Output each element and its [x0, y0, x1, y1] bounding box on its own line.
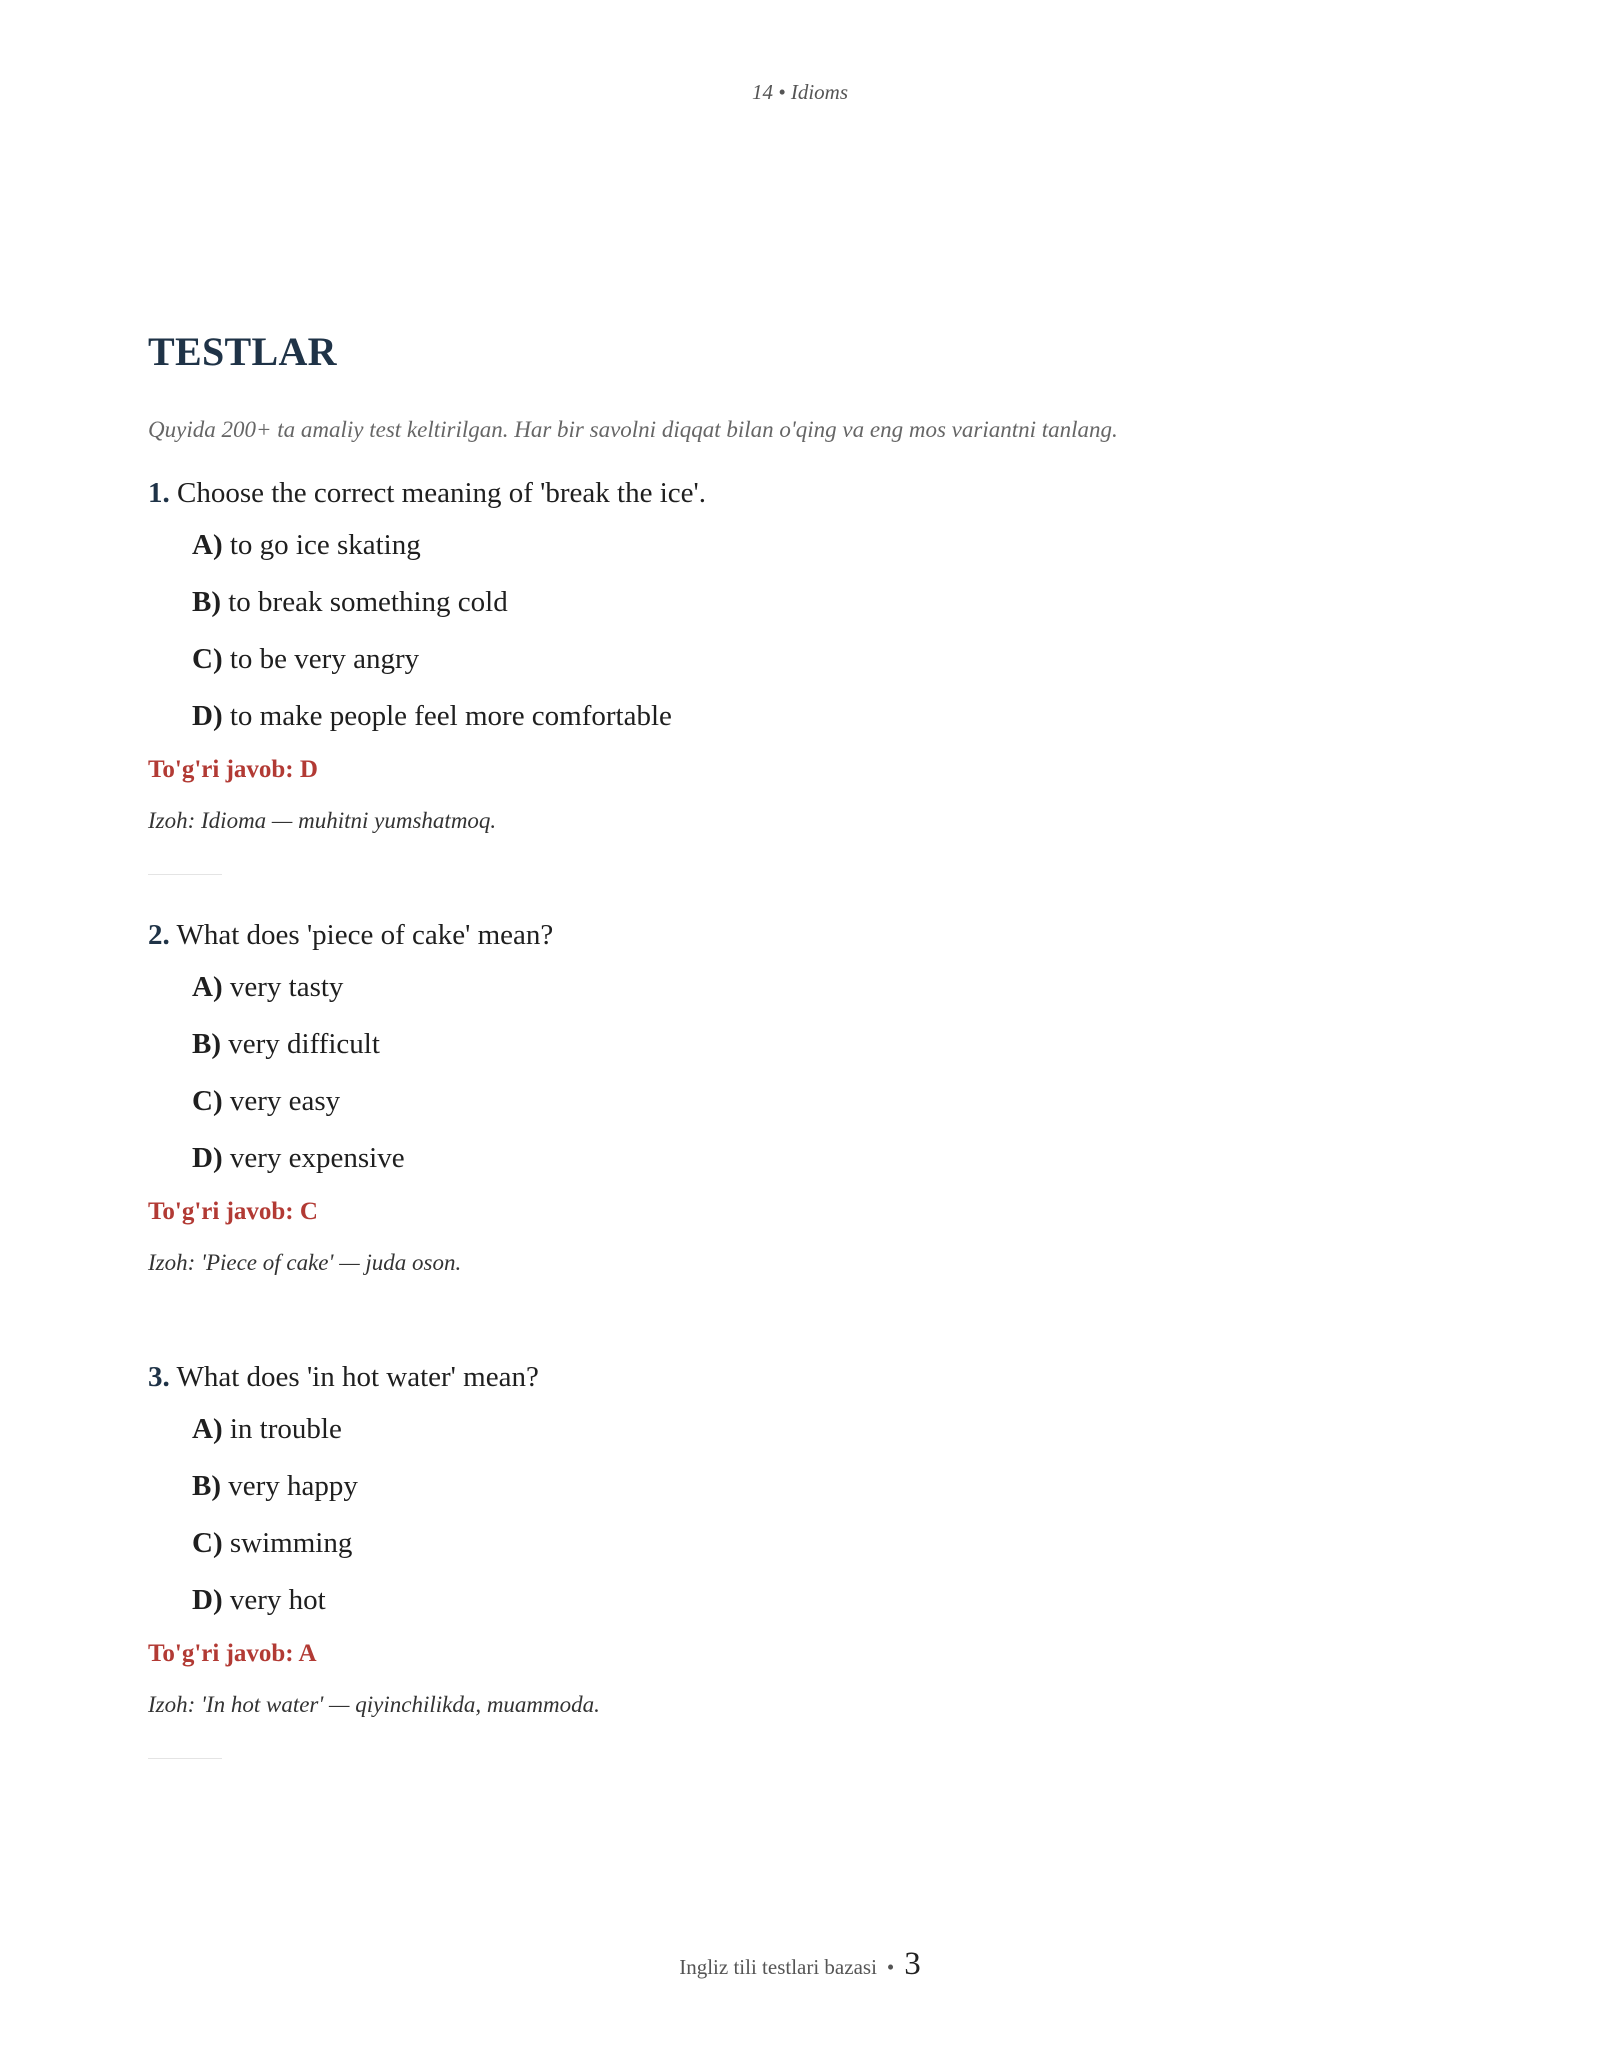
- option-letter: D): [192, 1142, 223, 1174]
- option-c: [192, 642, 1458, 676]
- option-text: very easy: [229, 1085, 341, 1117]
- option-letter: D): [192, 700, 223, 732]
- option-d: [192, 1141, 1458, 1175]
- option-text: to be very angry: [229, 643, 420, 675]
- question-text: [148, 1361, 1458, 1394]
- option-letter: C): [192, 1527, 223, 1559]
- option-a: [192, 970, 1458, 1004]
- option-text: very difficult: [228, 1028, 380, 1060]
- page-number: 3: [904, 1946, 921, 1982]
- section-title: TESTLAR: [148, 329, 337, 374]
- option-c: [192, 1526, 1458, 1560]
- explanation: Izoh: Idioma — muhitni yumshatmoq.: [148, 808, 497, 833]
- option-text: very happy: [228, 1470, 358, 1502]
- option-letter: B): [192, 1028, 221, 1060]
- question-number: 1.: [148, 477, 170, 509]
- option-text: to break something cold: [228, 586, 508, 618]
- option-text: swimming: [229, 1527, 353, 1559]
- option-list: [192, 970, 1458, 1175]
- correct-answer: To'g'ri javob: D: [148, 756, 318, 783]
- question-prompt: What does 'piece of cake' mean?: [176, 919, 554, 951]
- running-header: 14 • Idioms: [751, 80, 849, 104]
- option-text: very hot: [229, 1584, 326, 1616]
- option-letter: C): [192, 1085, 223, 1117]
- option-list: [192, 1412, 1458, 1617]
- question-1: [148, 477, 1458, 834]
- option-d: [192, 699, 1458, 733]
- footer-separator: •: [886, 1955, 895, 1979]
- option-letter: D): [192, 1584, 223, 1616]
- question-prompt: Choose the correct meaning of 'break the ice'.: [177, 477, 707, 509]
- option-list: [192, 528, 1458, 733]
- question-3: [148, 1361, 1458, 1718]
- correct-answer: To'g'ri javob: A: [148, 1640, 317, 1667]
- option-letter: B): [192, 586, 221, 618]
- question-text: [148, 919, 1458, 952]
- option-text: to make people feel more comfortable: [229, 700, 672, 732]
- correct-answer: To'g'ri javob: C: [148, 1198, 318, 1225]
- question-2: [148, 919, 1458, 1276]
- page-content: [148, 328, 1458, 1803]
- question-separator: [148, 1316, 222, 1317]
- option-letter: B): [192, 1470, 221, 1502]
- option-c: [192, 1084, 1458, 1118]
- question-prompt: What does 'in hot water' mean?: [176, 1361, 539, 1393]
- option-text: in trouble: [229, 1413, 342, 1445]
- option-letter: C): [192, 643, 223, 675]
- option-letter: A): [192, 529, 223, 561]
- option-b: [192, 1469, 1458, 1503]
- question-text: [148, 477, 1458, 510]
- question-number: 2.: [148, 919, 170, 951]
- option-a: [192, 528, 1458, 562]
- option-text: very expensive: [229, 1142, 405, 1174]
- question-separator: [148, 1758, 222, 1759]
- question-separator: [148, 874, 222, 875]
- explanation: Izoh: 'In hot water' — qiyinchilikda, muammoda.: [148, 1692, 600, 1717]
- option-d: [192, 1583, 1458, 1617]
- option-b: [192, 1027, 1458, 1061]
- option-a: [192, 1412, 1458, 1446]
- explanation: Izoh: 'Piece of cake' — juda oson.: [148, 1250, 462, 1275]
- option-letter: A): [192, 971, 223, 1003]
- option-letter: A): [192, 1413, 223, 1445]
- section-intro: Quyida 200+ ta amaliy test keltirilgan. Har bir savolni diqqat bilan o'qing va eng mos variantni tanlang.: [148, 417, 1118, 442]
- option-text: to go ice skating: [229, 529, 421, 561]
- option-text: very tasty: [229, 971, 344, 1003]
- footer-book-title: Ingliz tili testlari bazasi: [679, 1955, 877, 1979]
- question-number: 3.: [148, 1361, 170, 1393]
- page-footer: [0, 1946, 1600, 1983]
- option-b: [192, 585, 1458, 619]
